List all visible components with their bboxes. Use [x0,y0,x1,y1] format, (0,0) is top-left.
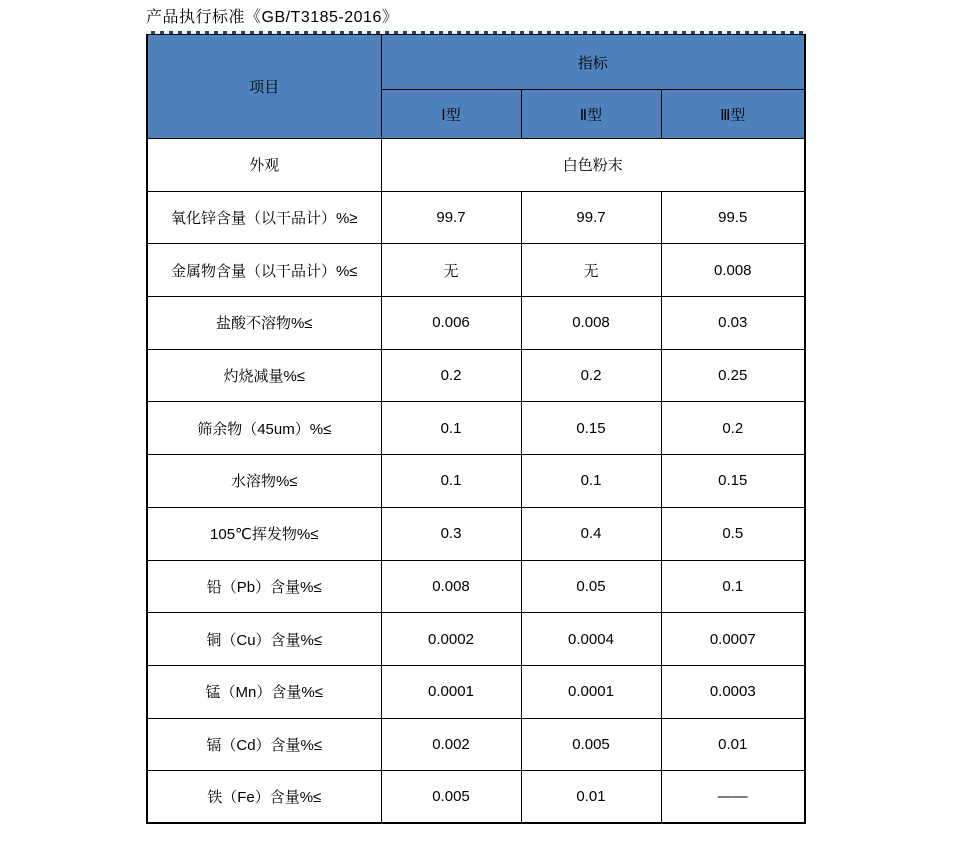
row-value-type-2: 0.05 [521,560,661,613]
table-row [147,560,805,613]
row-value-type-3: 0.008 [661,244,805,297]
row-value-type-1: 无 [381,244,521,297]
row-value-type-3: 0.1 [661,560,805,613]
row-value-type-2: 0.01 [521,771,661,824]
row-value-type-3: —— [661,771,805,824]
row-value-type-1: 0.002 [381,718,521,771]
header-cell-type-1: Ⅰ型 [381,90,521,139]
row-value-type-1: 0.1 [381,402,521,455]
row-value-type-1: 0.2 [381,349,521,402]
row-label: 105℃挥发物%≤ [147,507,381,560]
row-label: 水溶物%≤ [147,455,381,508]
row-value-type-2: 99.7 [521,191,661,244]
row-value-type-2: 0.15 [521,402,661,455]
table-body-rows [147,139,805,824]
table-row [147,402,805,455]
row-value-type-2: 0.1 [521,455,661,508]
row-label: 金属物含量（以干品计）%≤ [147,244,381,297]
row-value-type-2: 0.008 [521,297,661,350]
table-row [147,244,805,297]
row-label: 铅（Pb）含量%≤ [147,560,381,613]
row-value-type-3: 0.03 [661,297,805,350]
row-label: 外观 [147,139,381,192]
row-value-type-3: 0.0007 [661,613,805,666]
row-value-type-2: 无 [521,244,661,297]
row-value-type-1: 0.008 [381,560,521,613]
row-value-type-1: 0.005 [381,771,521,824]
spec-table-header [147,35,805,139]
header-cell-item: 项目 [147,35,381,139]
row-value-type-3: 0.01 [661,718,805,771]
row-value-type-3: 0.2 [661,402,805,455]
row-value-type-3: 0.15 [661,455,805,508]
table-row [147,613,805,666]
spec-table-container [146,31,806,824]
row-value-type-1: 0.0001 [381,665,521,718]
table-row [147,771,805,824]
spec-table [146,34,806,824]
row-value-type-3: 0.0003 [661,665,805,718]
row-label: 铜（Cu）含量%≤ [147,613,381,666]
header-cell-type-2: Ⅱ型 [521,90,661,139]
row-label: 灼烧减量%≤ [147,349,381,402]
table-row-appearance [147,139,805,192]
table-row [147,665,805,718]
row-label: 锰（Mn）含量%≤ [147,665,381,718]
row-value-type-2: 0.005 [521,718,661,771]
row-value-type-2: 0.4 [521,507,661,560]
table-row [147,297,805,350]
table-row [147,191,805,244]
row-value-type-2: 0.2 [521,349,661,402]
appearance-value: 白色粉末 [381,139,805,192]
table-row [147,718,805,771]
row-label: 铁（Fe）含量%≤ [147,771,381,824]
table-row [147,507,805,560]
row-value-type-2: 0.0001 [521,665,661,718]
row-label: 镉（Cd）含量%≤ [147,718,381,771]
row-label: 盐酸不溶物%≤ [147,297,381,350]
row-value-type-3: 0.5 [661,507,805,560]
row-value-type-1: 0.3 [381,507,521,560]
header-cell-type-3: Ⅲ型 [661,90,805,139]
row-value-type-1: 0.006 [381,297,521,350]
header-row-indicator [147,35,805,90]
row-label: 氧化锌含量（以干品计）%≥ [147,191,381,244]
header-cell-indicator: 指标 [381,35,805,90]
row-value-type-3: 0.25 [661,349,805,402]
row-label: 筛余物（45um）%≤ [147,402,381,455]
table-row [147,455,805,508]
table-row [147,349,805,402]
row-value-type-3: 99.5 [661,191,805,244]
page-title: 产品执行标准《GB/T3185-2016》 [146,9,399,26]
row-value-type-1: 99.7 [381,191,521,244]
row-value-type-2: 0.0004 [521,613,661,666]
row-value-type-1: 0.0002 [381,613,521,666]
row-value-type-1: 0.1 [381,455,521,508]
